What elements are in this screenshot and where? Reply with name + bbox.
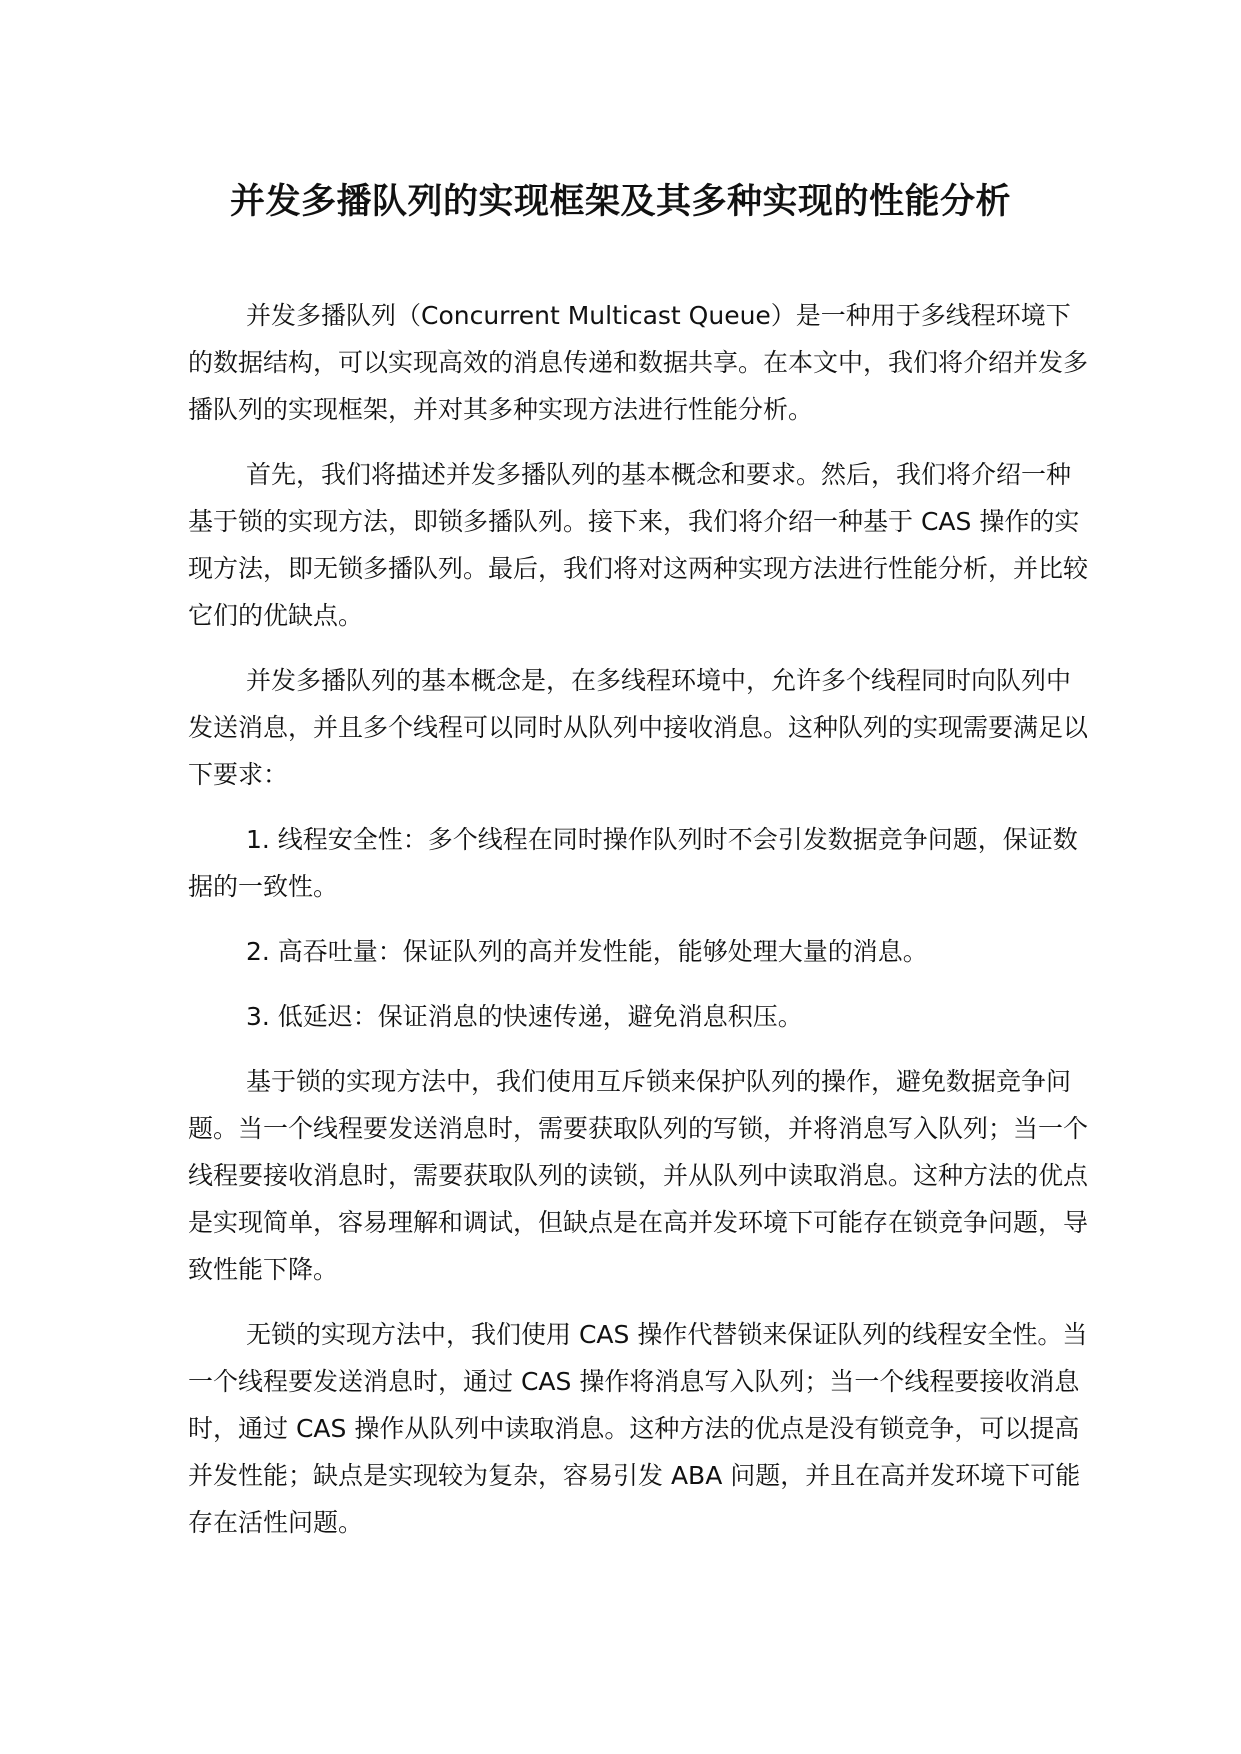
list-item-latency: 3. 低延迟：保证消息的快速传递，避免消息积压。: [246, 1002, 803, 1031]
paragraph-concept: 并发多播队列的基本概念是，在多线程环境中，允许多个线程同时向队列中发送消息，并且多个线程可以同时从队列中接收消息。这种队列的实现需要满足以下要求：: [188, 666, 1089, 789]
document-body: [188, 292, 1088, 1564]
paragraph-outline: 首先，我们将描述并发多播队列的基本概念和要求。然后，我们将介绍一种基于锁的实现方法，即锁多播队列。接下来，我们将介绍一种基于 CAS 操作的实现方法，即无锁多播队列。最后，我们将对这两种实现方法进行性能分析，并比较它们的优缺点。: [188, 460, 1089, 630]
list-item-throughput: 2. 高吞吐量：保证队列的高并发性能，能够处理大量的消息。: [246, 937, 928, 966]
paragraph-intro: 并发多播队列（Concurrent Multicast Queue）是一种用于多线程环境下的数据结构，可以实现高效的消息传递和数据共享。在本文中，我们将介绍并发多播队列的实现框架，并对其多种实现方法进行性能分析。: [188, 301, 1089, 424]
list-item-thread-safety: 1. 线程安全性：多个线程在同时操作队列时不会引发数据竞争问题，保证数据的一致性。: [188, 825, 1078, 901]
document-title: 并发多播队列的实现框架及其多种实现的性能分析: [229, 182, 1011, 222]
paragraph-lock-free: 无锁的实现方法中，我们使用 CAS 操作代替锁来保证队列的线程安全性。当一个线程要发送消息时，通过 CAS 操作将消息写入队列；当一个线程要接收消息时，通过 CAS 操作从队列中读取消息。这种方法的优点是没有锁竞争，可以提高并发性能；缺点是实现较为复杂，容易引发 ABA 问题，并且在高并发环境下可能存在活性问题。: [188, 1320, 1088, 1537]
paragraph-lock-based: 基于锁的实现方法中，我们使用互斥锁来保护队列的操作，避免数据竞争问题。当一个线程要发送消息时，需要获取队列的写锁，并将消息写入队列；当一个线程要接收消息时，需要获取队列的读锁，并从队列中读取消息。这种方法的优点是实现简单，容易理解和调试，但缺点是在高并发环境下可能存在锁竞争问题，导致性能下降。: [188, 1067, 1089, 1284]
